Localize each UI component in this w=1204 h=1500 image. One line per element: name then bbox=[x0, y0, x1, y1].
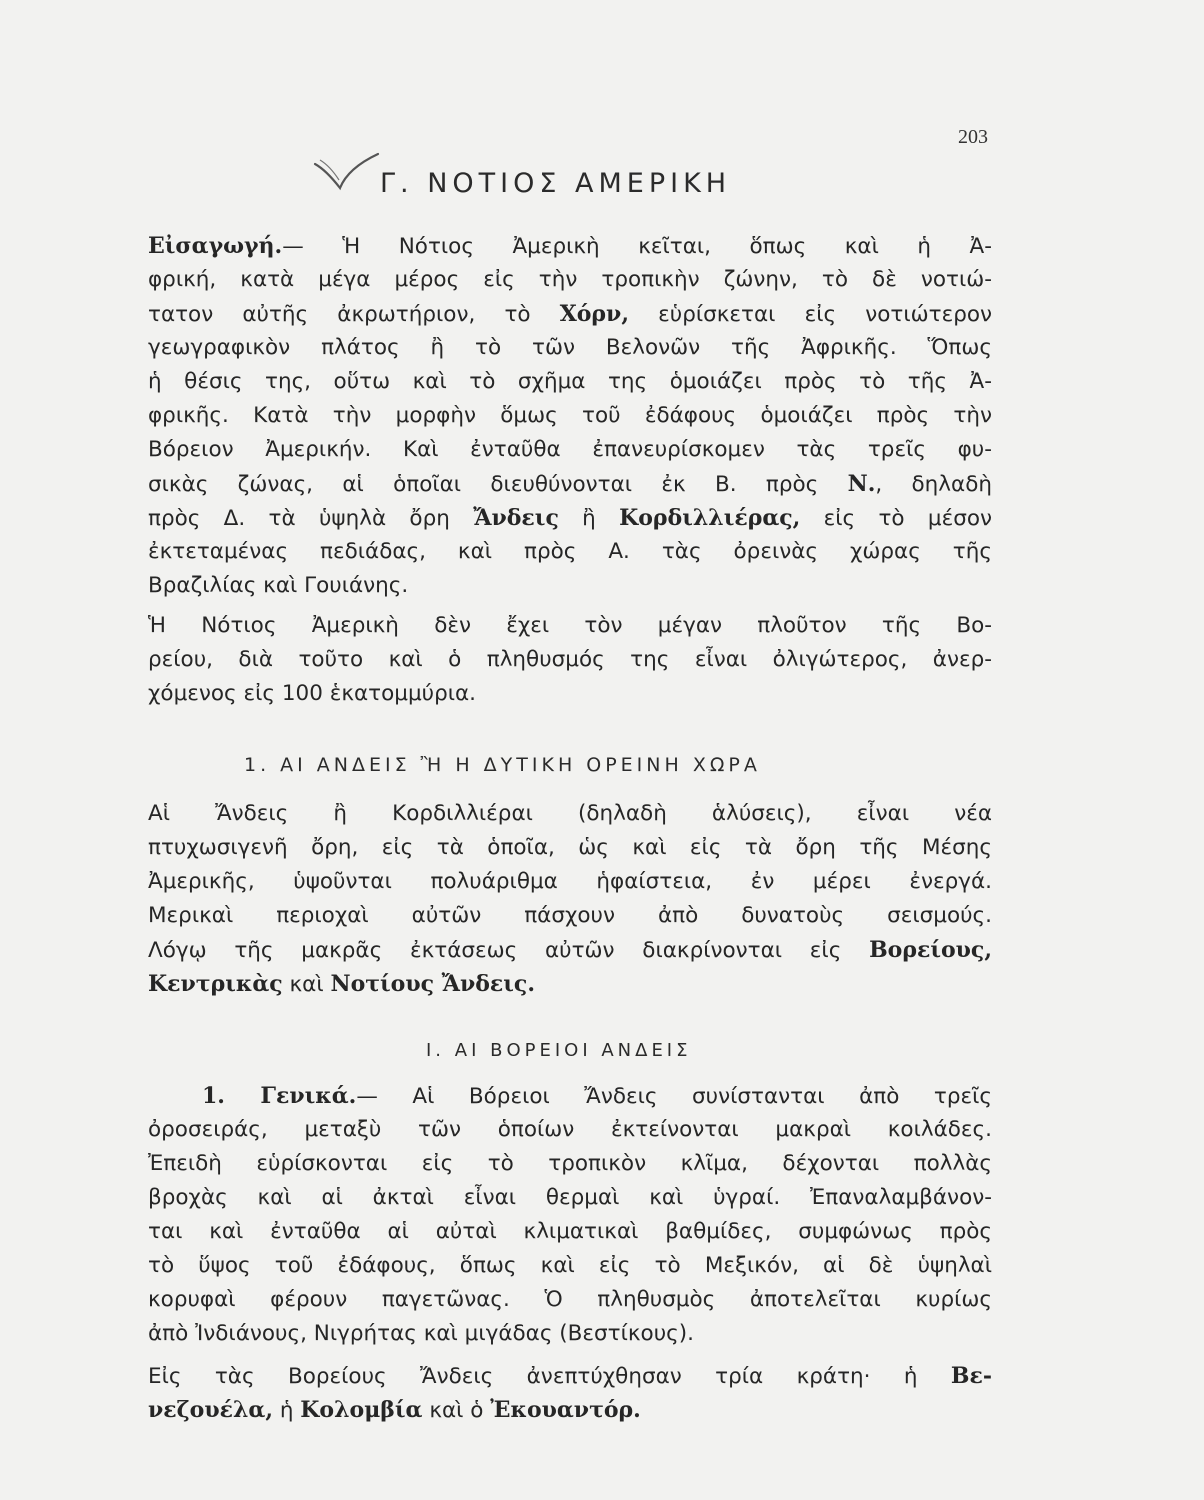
text-run: κορυφαὶ φέρουν παγετῶνας. Ὁ πληθυσμὸς ἀποτελεῖται κυρίως bbox=[148, 1287, 992, 1312]
term-ecuador: Ἐκουαντόρ. bbox=[490, 1397, 641, 1423]
text-run: ἀπὸ Ἰνδιάνους, Νιγρήτας καὶ μιγάδας (Βεστίκους). bbox=[148, 1321, 694, 1346]
text-run: καὶ ὁ bbox=[422, 1398, 491, 1423]
intro-line-1 bbox=[148, 232, 992, 261]
text-run: γεωγραφικὸν πλάτος ἢ τὸ τῶν Βελονῶν τῆς Ἀφρικῆς. Ὅπως bbox=[148, 335, 992, 360]
section-line-3 bbox=[148, 868, 992, 896]
page-number: 203 bbox=[958, 126, 988, 148]
term-northern: Βορείους, bbox=[869, 937, 992, 963]
intro-line-10 bbox=[148, 538, 992, 566]
text-run: , δηλαδὴ bbox=[875, 472, 992, 497]
term-central: Κεντρικὰς bbox=[148, 971, 283, 997]
text-run: χόμενος εἰς 100 ἑκατομμύρια. bbox=[148, 681, 477, 706]
text-run: ὀροσειράς, μεταξὺ τῶν ὁποίων ἐκτείνονται μακραὶ κοιλάδες. bbox=[148, 1117, 992, 1142]
general-line-2 bbox=[148, 1116, 992, 1144]
text-run: σικὰς ζώνας, αἱ ὁποῖαι διευθύνονται ἐκ Β. πρὸς bbox=[148, 472, 848, 497]
text-run: εἰς τὸ μέσον bbox=[800, 506, 992, 531]
general-line-9 bbox=[148, 1362, 992, 1391]
chapter-title: Γ. ΝΟΤΙΟΣ ΑΜΕΡΙΚΗ bbox=[380, 168, 732, 199]
text-run: Εἰς τὰς Βορείους Ἄνδεις ἀνεπτύχθησαν τρία κράτη· ἡ bbox=[148, 1364, 951, 1389]
handwritten-check-mark-icon bbox=[312, 150, 380, 192]
intro-line-14 bbox=[148, 680, 992, 708]
section-heading: 1. ΑΙ ΑΝΔΕΙΣ Ἢ Η ΔΥΤΙΚΗ ΟΡΕΙΝΗ ΧΩΡΑ bbox=[244, 754, 761, 776]
text-run: πρὸς Δ. τὰ ὑψηλὰ ὄρη bbox=[148, 506, 474, 531]
text-run: ρείου, διὰ τοῦτο καὶ ὁ πληθυσμός της εἶναι ὀλιγώτερος, ἀνερ- bbox=[148, 647, 992, 672]
general-line-10 bbox=[148, 1396, 992, 1425]
text-run: Αἱ Ἄνδεις ἢ Κορδιλλιέραι (δηλαδὴ ἁλύσεις), εἶναι νέα bbox=[148, 801, 992, 826]
term-venezuela-start: Βε- bbox=[950, 1363, 992, 1389]
text-run: καὶ bbox=[282, 972, 331, 997]
text-run: πτυχωσιγενῆ ὄρη, εἰς τὰ ὁποῖα, ὡς καὶ εἰς τὰ ὄρη τῆς Μέσης bbox=[148, 835, 992, 860]
text-run: — Αἱ Βόρειοι Ἄνδεις συνίστανται ἀπὸ τρεῖς bbox=[356, 1084, 993, 1109]
text-run: ται καὶ ἐνταῦθα αἱ αὐταὶ κλιματικαὶ βαθμίδες, συμφώνως πρὸς bbox=[148, 1219, 992, 1244]
subsection-heading: Ι. ΑΙ ΒΟΡΕΙΟΙ ΑΝΔΕΙΣ bbox=[426, 1040, 692, 1061]
text-run: Ἡ Νότιος Ἀμερικὴ δὲν ἔχει τὸν μέγαν πλοῦτον τῆς Βο- bbox=[148, 613, 992, 638]
text-run: ἡ θέσις της, οὕτω καὶ τὸ σχῆμα της ὁμοιάζει πρὸς τὸ τῆς Ἀ- bbox=[148, 369, 992, 394]
intro-line-6 bbox=[148, 402, 992, 430]
general-line-7 bbox=[148, 1286, 992, 1314]
text-run: Βραζιλίας καὶ Γουιάνης. bbox=[148, 573, 409, 598]
section-line-4 bbox=[148, 902, 992, 930]
intro-line-3 bbox=[148, 300, 992, 329]
text-run: τὸ ὕψος τοῦ ἐδάφους, ὅπως καὶ εἰς τὸ Μεξικόν, αἱ δὲ ὑψηλαὶ bbox=[148, 1253, 992, 1278]
term-colombia: Κολομβία bbox=[300, 1397, 423, 1423]
general-term: 1. Γενικά. bbox=[202, 1083, 357, 1109]
term-andes: Ἄνδεις bbox=[473, 505, 559, 531]
intro-line-9 bbox=[148, 504, 992, 533]
intro-line-5 bbox=[148, 368, 992, 396]
intro-line-7 bbox=[148, 436, 992, 464]
general-line-6 bbox=[148, 1252, 992, 1280]
intro-line-12 bbox=[148, 612, 992, 640]
text-run: ἢ bbox=[558, 506, 620, 531]
general-line-3 bbox=[148, 1150, 992, 1178]
text-run: βροχὰς καὶ αἱ ἀκταὶ εἶναι θερμαὶ καὶ ὑγραί. Ἐπαναλαμβάνον- bbox=[148, 1185, 992, 1210]
text-run: Λόγῳ τῆς μακρᾶς ἐκτάσεως αὐτῶν διακρίνονται εἰς bbox=[148, 938, 870, 963]
text-run: Ἀμερικῆς, ὑψοῦνται πολυάριθμα ἡφαίστεια, ἐν μέρει ἐνεργά. bbox=[148, 869, 992, 894]
term-southern-andes: Νοτίους Ἄνδεις. bbox=[330, 971, 535, 997]
text-run: τατον αὐτῆς ἀκρωτήριον, τὸ bbox=[148, 302, 560, 327]
intro-term: Εἰσαγωγή. bbox=[148, 233, 283, 259]
section-line-1 bbox=[148, 800, 992, 828]
text-run: ἡ bbox=[273, 1398, 301, 1423]
intro-line-8 bbox=[148, 470, 992, 499]
text-run: εὑρίσκεται εἰς νοτιώτερον bbox=[629, 302, 993, 327]
section-line-5 bbox=[148, 936, 992, 965]
text-run: φρικῆς. Κατὰ τὴν μορφὴν ὅμως τοῦ ἐδάφους ὁμοιάζει πρὸς τὴν bbox=[148, 403, 992, 428]
general-line-1 bbox=[148, 1082, 992, 1111]
text-run: ἐκτεταμένας πεδιάδας, καὶ πρὸς Α. τὰς ὀρεινὰς χώρας τῆς bbox=[148, 539, 992, 564]
section-line-6 bbox=[148, 970, 992, 999]
term-venezuela-end: νεζουέλα, bbox=[148, 1397, 273, 1423]
intro-line-4 bbox=[148, 334, 992, 362]
general-line-5 bbox=[148, 1218, 992, 1246]
text-run: φρική, κατὰ μέγα μέρος εἰς τὴν τροπικὴν ζώνην, τὸ δὲ νοτιώ- bbox=[148, 267, 992, 292]
intro-line-2 bbox=[148, 266, 992, 294]
intro-line-13 bbox=[148, 646, 992, 674]
text-run: Ἐπειδὴ εὑρίσκονται εἰς τὸ τροπικὸν κλῖμα, δέχονται πολλὰς bbox=[148, 1151, 992, 1176]
general-line-8 bbox=[148, 1320, 992, 1348]
general-line-4 bbox=[148, 1184, 992, 1212]
term-north: Ν. bbox=[847, 471, 876, 497]
text-run: Βόρειον Ἀμερικήν. Καὶ ἐνταῦθα ἐπανευρίσκομεν τὰς τρεῖς φυ- bbox=[148, 437, 992, 462]
section-line-2 bbox=[148, 834, 992, 862]
text-run: — Ἡ Νότιος Ἀμερικὴ κεῖται, ὅπως καὶ ἡ Ἀ- bbox=[282, 234, 992, 259]
text-run: Μερικαὶ περιοχαὶ αὐτῶν πάσχουν ἀπὸ δυνατοὺς σεισμούς. bbox=[148, 903, 992, 928]
intro-line-11 bbox=[148, 572, 992, 600]
term-cordilleras: Κορδιλλιέρας, bbox=[619, 505, 801, 531]
term-horn: Χόρν, bbox=[559, 301, 629, 327]
